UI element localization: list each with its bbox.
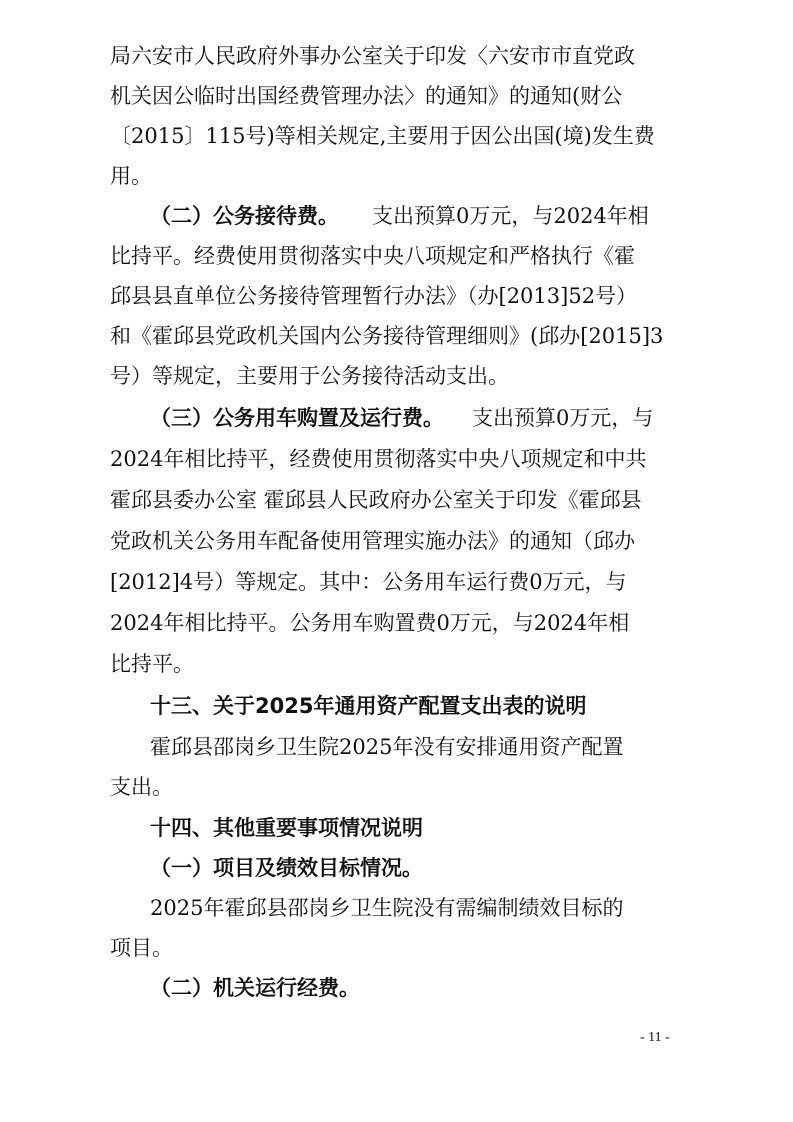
paragraph-line [0, 727, 793, 767]
line-text: 用。 [110, 164, 152, 188]
paragraph-line [0, 356, 793, 396]
section-line [0, 808, 793, 848]
section-line [0, 968, 793, 1008]
line-text: 霍邱县邵岗乡卫生院2025年没有安排通用资产配置 [150, 735, 624, 759]
section-line [0, 398, 793, 438]
line-text: 比持平。经费使用贯彻落实中央八项规定和严格执行《霍 [110, 244, 635, 268]
section-heading: （二）公务接待费。 [150, 204, 339, 228]
paragraph-line [0, 276, 793, 316]
paragraph-line [0, 156, 793, 196]
paragraph-line [0, 767, 793, 807]
paragraph-line [0, 439, 793, 479]
section-line [0, 686, 793, 726]
line-text: 2024年相比持平。公务用车购置费0万元，与2024年相 [110, 611, 630, 635]
line-text: [2012]4号）等规定。其中：公务用车运行费0万元，与 [110, 570, 627, 594]
paragraph-line [0, 644, 793, 684]
line-text: 机关因公临时出国经费管理办法〉的通知》的通知(财公 [110, 84, 623, 108]
line-text: 支出。 [110, 775, 173, 799]
paragraph-line [0, 521, 793, 561]
page-number: - 11 - [640, 1030, 670, 1045]
line-text: 邱县县直单位公务接待管理暂行办法》（办[2013]52号） [110, 284, 638, 308]
line-text: 支出预算0万元，与2024年相 [372, 204, 649, 228]
paragraph-line [0, 236, 793, 276]
paragraph-line [0, 562, 793, 602]
line-text: 霍邱县委办公室 霍邱县人民政府办公室关于印发《霍邱县 [110, 488, 642, 512]
paragraph-line [0, 116, 793, 156]
paragraph-line [0, 928, 793, 968]
line-text: 支出预算0万元，与 [472, 406, 654, 430]
line-text: 比持平。 [110, 652, 194, 676]
section-heading: （一）项目及绩效目标情况。 [150, 856, 423, 880]
line-text: 和《霍邱县党政机关国内公务接待管理细则》(邱办[2015]3 [110, 324, 664, 348]
paragraph-line [0, 36, 793, 76]
section-heading: （二）机关运行经费。 [150, 976, 360, 1000]
paragraph-line [0, 76, 793, 116]
line-text: 号）等规定，主要用于公务接待活动支出。 [110, 364, 509, 388]
line-text: 局六安市人民政府外事办公室关于印发〈六安市市直党政 [110, 44, 635, 68]
paragraph-line [0, 888, 793, 928]
paragraph-line [0, 603, 793, 643]
section-heading: 十三、关于2025年通用资产配置支出表的说明 [150, 694, 587, 718]
paragraph-line [0, 316, 793, 356]
paragraph-line [0, 480, 793, 520]
line-text: 2024年相比持平，经费使用贯彻落实中央八项规定和中共 [110, 447, 647, 471]
line-text: 项目。 [110, 936, 173, 960]
section-heading: （三）公务用车购置及运行费。 [150, 406, 444, 430]
line-text: 2025年霍邱县邵岗乡卫生院没有需编制绩效目标的 [150, 896, 624, 920]
section-line [0, 848, 793, 888]
section-heading: 十四、其他重要事项情况说明 [150, 816, 423, 840]
section-line [0, 196, 793, 236]
line-text: 党政机关公务用车配备使用管理实施办法》的通知（邱办 [110, 529, 635, 553]
line-text: 〔2015〕115号)等相关规定,主要用于因公出国(境)发生费 [110, 124, 655, 148]
